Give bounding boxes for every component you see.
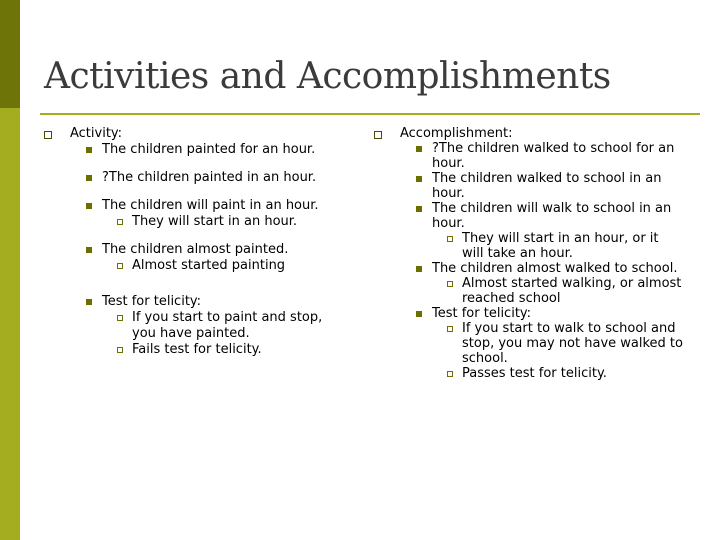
square-bullet-icon	[86, 299, 92, 305]
hollow-square-bullet-icon	[447, 371, 453, 377]
hollow-square-bullet-icon	[447, 326, 453, 332]
accent-sidebar-top	[0, 0, 20, 108]
accent-sidebar	[0, 0, 20, 540]
activity-column	[44, 126, 344, 358]
slide-title: Activities and Accomplishments	[44, 56, 611, 97]
activity-subitem: If you start to paint and stop, you have painted.	[44, 310, 344, 342]
square-bullet-icon	[86, 203, 92, 209]
hollow-square-bullet-icon	[117, 263, 123, 269]
square-bullet-icon	[86, 247, 92, 253]
hollow-square-bullet-icon	[447, 281, 453, 287]
square-bullet-icon	[416, 176, 422, 182]
hollow-square-bullet-icon	[117, 219, 123, 225]
square-bullet-icon	[86, 147, 92, 153]
square-bullet-icon	[416, 266, 422, 272]
activity-item: Test for telicity:	[44, 294, 344, 310]
square-bullet-icon	[86, 175, 92, 181]
hollow-square-bullet-icon	[44, 131, 52, 139]
hollow-square-bullet-icon	[117, 347, 123, 353]
activity-subitem: Almost started painting	[44, 258, 344, 274]
hollow-square-bullet-icon	[117, 315, 123, 321]
accomplishment-column	[374, 126, 684, 381]
activity-item: The children almost painted.	[44, 242, 344, 258]
title-underline	[40, 113, 700, 115]
activity-subitem: Fails test for telicity.	[44, 342, 344, 358]
square-bullet-icon	[416, 206, 422, 212]
accomplishment-subitem: Passes test for telicity.	[374, 366, 684, 381]
square-bullet-icon	[416, 311, 422, 317]
activity-item: ?The children painted in an hour.	[44, 170, 344, 186]
accomplishment-item: Test for telicity:	[374, 306, 684, 321]
activity-subitem: They will start in an hour.	[44, 214, 344, 230]
accomplishment-item: ?The children walked to school for an hour.	[374, 141, 684, 171]
hollow-square-bullet-icon	[374, 131, 382, 139]
accomplishment-heading: Accomplishment:	[374, 126, 684, 141]
hollow-square-bullet-icon	[447, 236, 453, 242]
accomplishment-item: The children almost walked to school.	[374, 261, 684, 276]
square-bullet-icon	[416, 146, 422, 152]
activity-heading: Activity:	[44, 126, 344, 142]
activity-item: The children painted for an hour.	[44, 142, 344, 158]
activity-item: The children will paint in an hour.	[44, 198, 344, 214]
accomplishment-subitem: If you start to walk to school and stop, you may not have walked to school.	[374, 321, 684, 366]
accomplishment-item: The children will walk to school in an hour.	[374, 201, 684, 231]
accomplishment-subitem: Almost started walking, or almost reached school	[374, 276, 684, 306]
accomplishment-subitem: They will start in an hour, or it will take an hour.	[374, 231, 684, 261]
accomplishment-item: The children walked to school in an hour.	[374, 171, 684, 201]
